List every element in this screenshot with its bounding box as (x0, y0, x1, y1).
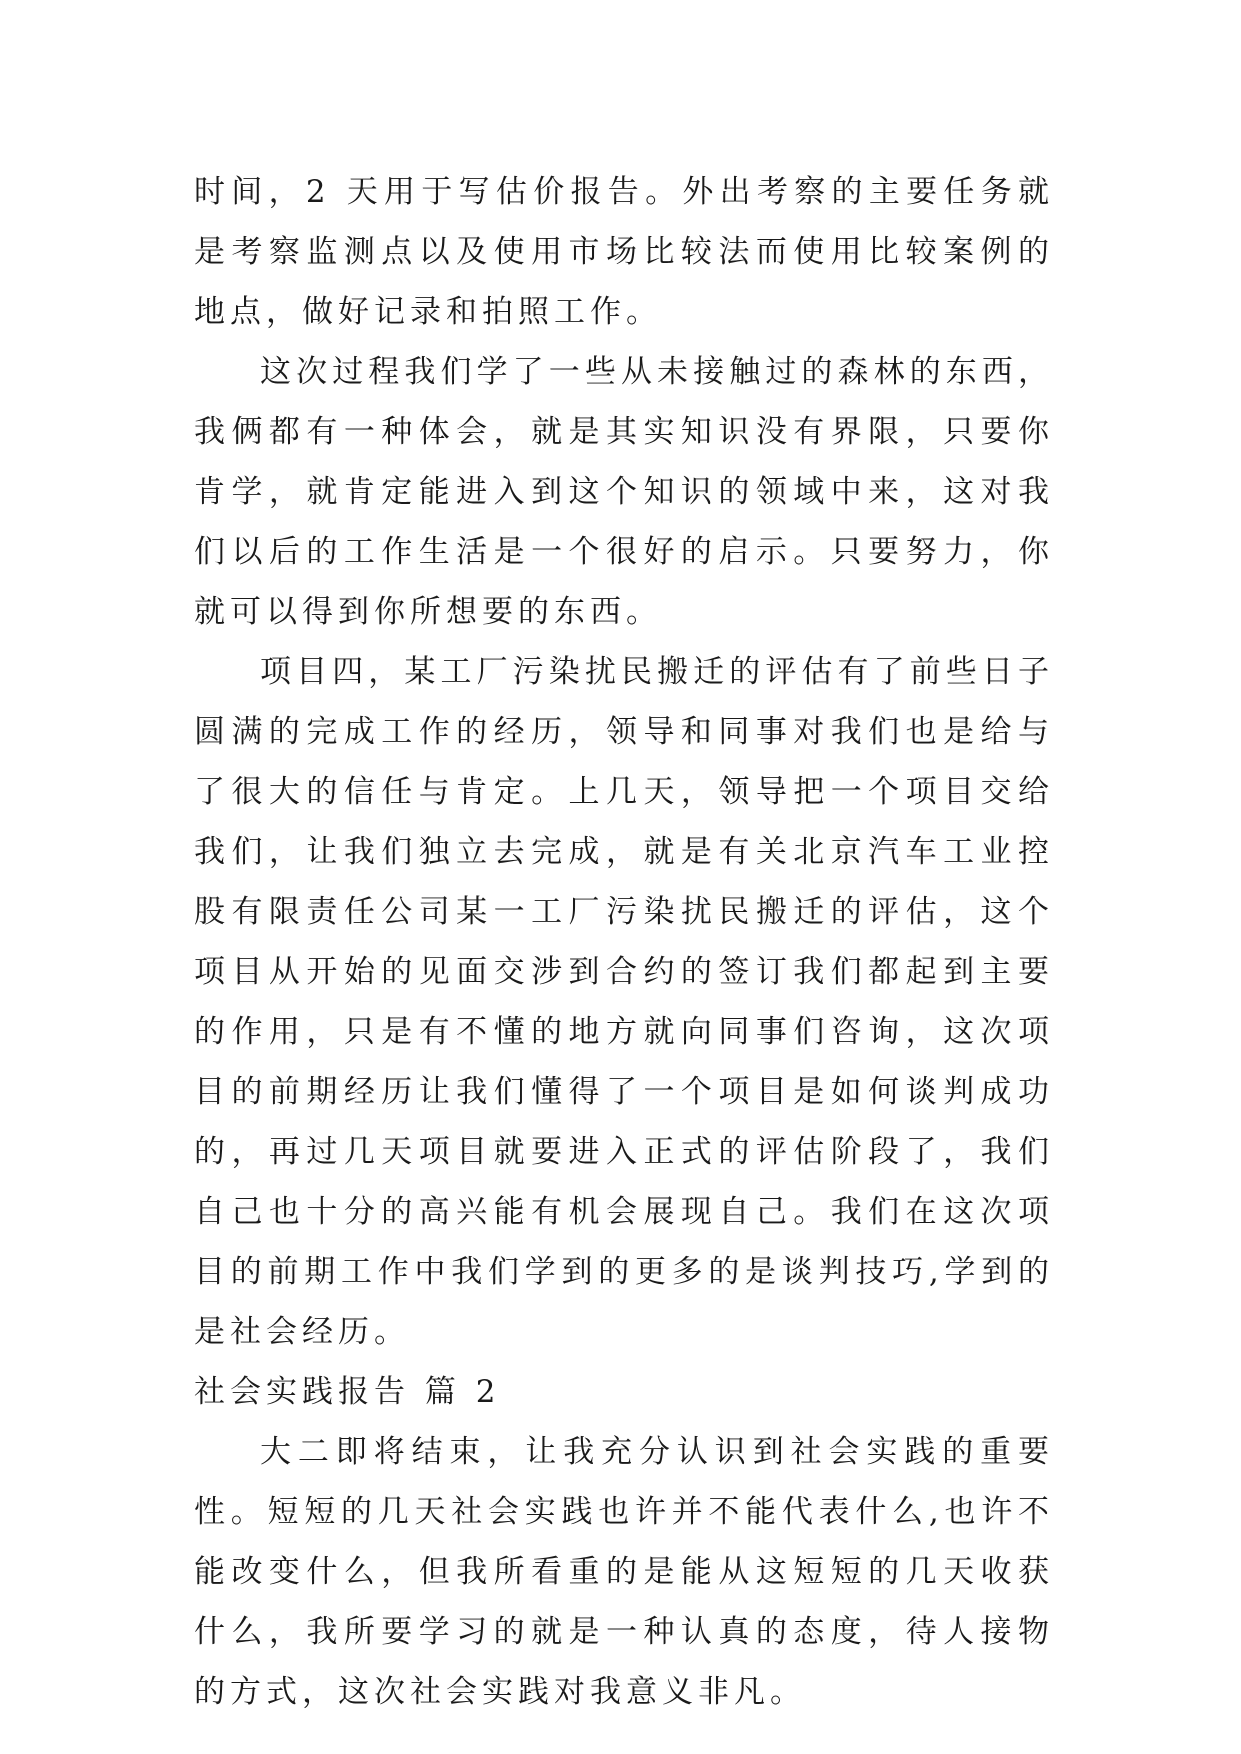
paragraph-learning-reflection: 这次过程我们学了一些从未接触过的森林的东西，我俩都有一种体会，就是其实知识没有界限，只要你肯学，就肯定能进入到这个知识的领域中来，这对我们以后的工作生活是一个很好的启示。只要努力，你就可以得到你所想要的东西。 (194, 354, 1054, 630)
document-body (194, 162, 1054, 1722)
section-heading: 社会实践报告 篇 2 (194, 1374, 501, 1410)
paragraph-project-four: 项目四，某工厂污染扰民搬迁的评估有了前些日子圆满的完成工作的经历，领导和同事对我们也是给与了很大的信任与肯定。上几天，领导把一个项目交给我们，让我们独立去完成，就是有关北京汽车工业控股有限责任公司某一工厂污染扰民搬迁的评估，这个项目从开始的见面交涉到合约的签订我们都起到主要的作用，只是有不懂的地方就向同事们咨询，这次项目的前期经历让我们懂得了一个项目是如何谈判成功的，再过几天项目就要进入正式的评估阶段了，我们自己也十分的高兴能有机会展现自己。我们在这次项目的前期工作中我们学到的更多的是谈判技巧,学到的是社会经历。 (194, 654, 1054, 1350)
paragraph-time-allocation: 时间，2 天用于写估价报告。外出考察的主要任务就是考察监测点以及使用市场比较法而使用比较案例的地点，做好记录和拍照工作。 (194, 174, 1054, 330)
paragraph-social-practice: 大二即将结束，让我充分认识到社会实践的重要性。短短的几天社会实践也许并不能代表什么,也许不能改变什么，但我所看重的是能从这短短的几天收获什么，我所要学习的就是一种认真的态度，待人接物的方式，这次社会实践对我意义非凡。 (194, 1434, 1054, 1710)
